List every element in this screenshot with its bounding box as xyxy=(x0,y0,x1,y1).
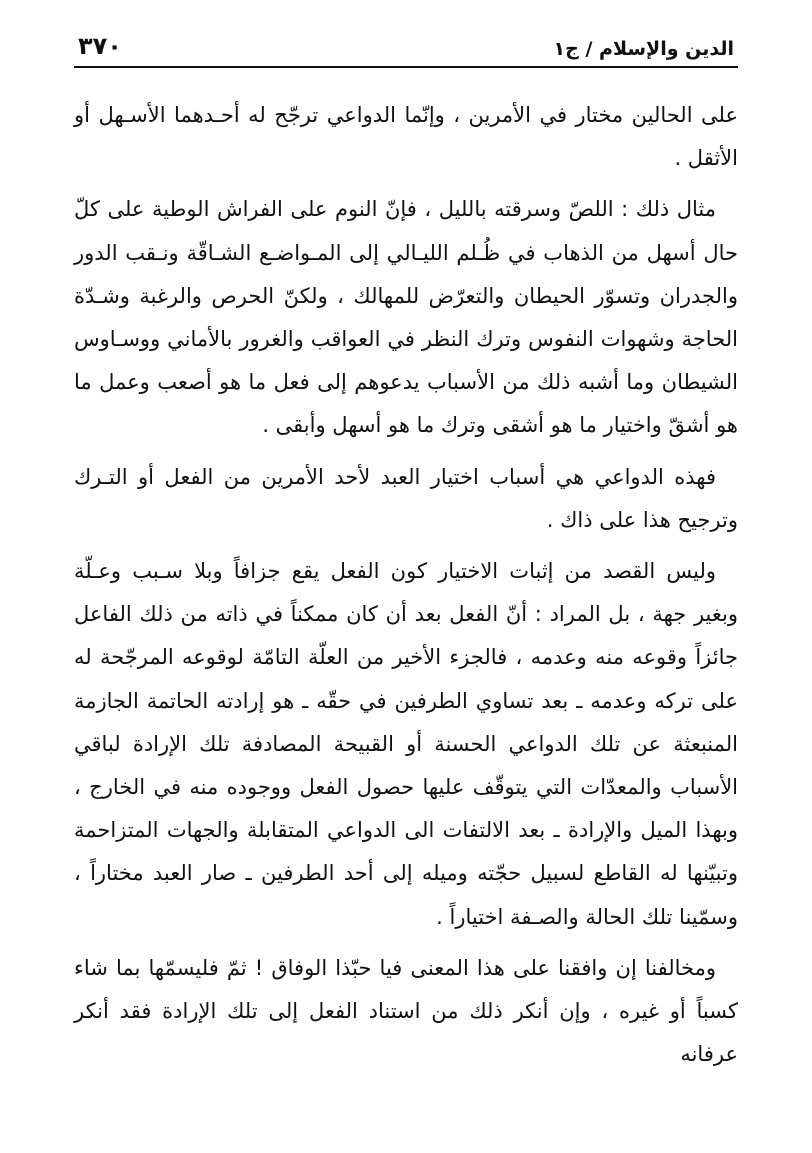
paragraph-3: فهذه الدواعي هي أسباب اختيار العبد لأحد الأمرين من الفعل أو التـرك وترجيح هذا على ذاك . xyxy=(74,464,738,532)
body-text xyxy=(74,94,738,1076)
page-number: ٣٧٠ xyxy=(78,32,122,60)
paragraph-4: وليس القصد من إثبات الاختيار كون الفعل يقع جزافاً وبلا سـبب وعـلّة وبغير جهة ، بل المراد : أنّ الفعل بعد أن كان ممكناً في ذاته من ذلك الفاعل جائزاً وقوعه منه وعدمه ، فالجزء الأخير من العلّة التامّة لوقوعه المرجّحة له على تركه وعدمه ـ بعد تساوي الطرفين في حقّه ـ هو إرادته الحاتمة الجازمة المنبعثة عن تلك الدواعي الحسنة أو القبيحة المصادفة تلك الإرادة لباقي الأسباب والمعدّات التي يتوقّف عليها حصول الفعل ووجوده منه في الخارج ، وبهذا الميل والإرادة ـ بعد الالتفات الى الدواعي المتقابلة والجهات المتزاحمة وتبيّنها له القاطع لسبيل حجّته وميله إلى أحد الطرفين ـ صار العبد مختاراً ، وسمّينا تلك الحالة والصـفة اختياراً . xyxy=(74,559,738,929)
header-rule xyxy=(74,66,738,68)
running-title: الدين والإسلام / ج١ xyxy=(553,38,734,60)
paragraph-2: مثال ذلك : اللصّ وسرقته بالليل ، فإنّ النوم على الفراش الوطية على كلّ حال أسهل من الذهاب في ظُـلم الليـالي إلى المـواضـع الشـاقّة ونـقب الدور والجدران وتسوّر الحيطان والتعرّض للمهالك ، ولكنّ الحرص والرغبة وشـدّة الحاجة وشهوات النفوس وترك النظر في العواقب والغرور بالأماني ووسـاوس الشيطان وما أشبه ذلك من الأسباب يدعوهم إلى فعل ما هو أصعب وعمل ما هو أشقّ واختيار ما هو أشقى وترك ما هو أسهل وأبقى . xyxy=(74,197,738,438)
page-header xyxy=(74,26,738,60)
paragraph-5: ومخالفنا إن وافقنا على هذا المعنى فيا حبّذا الوفاق ! ثمّ فليسمّها بما شاء كسباً أو غيره ، وإن أنكر ذلك من استناد الفعل إلى تلك الإرادة فقد أنكر عرفانه xyxy=(74,955,738,1067)
paragraph-1: على الحالين مختار في الأمرين ، وإنّما الدواعي ترجّح له أحـدهما الأسـهل أو الأثقل . xyxy=(74,103,738,171)
